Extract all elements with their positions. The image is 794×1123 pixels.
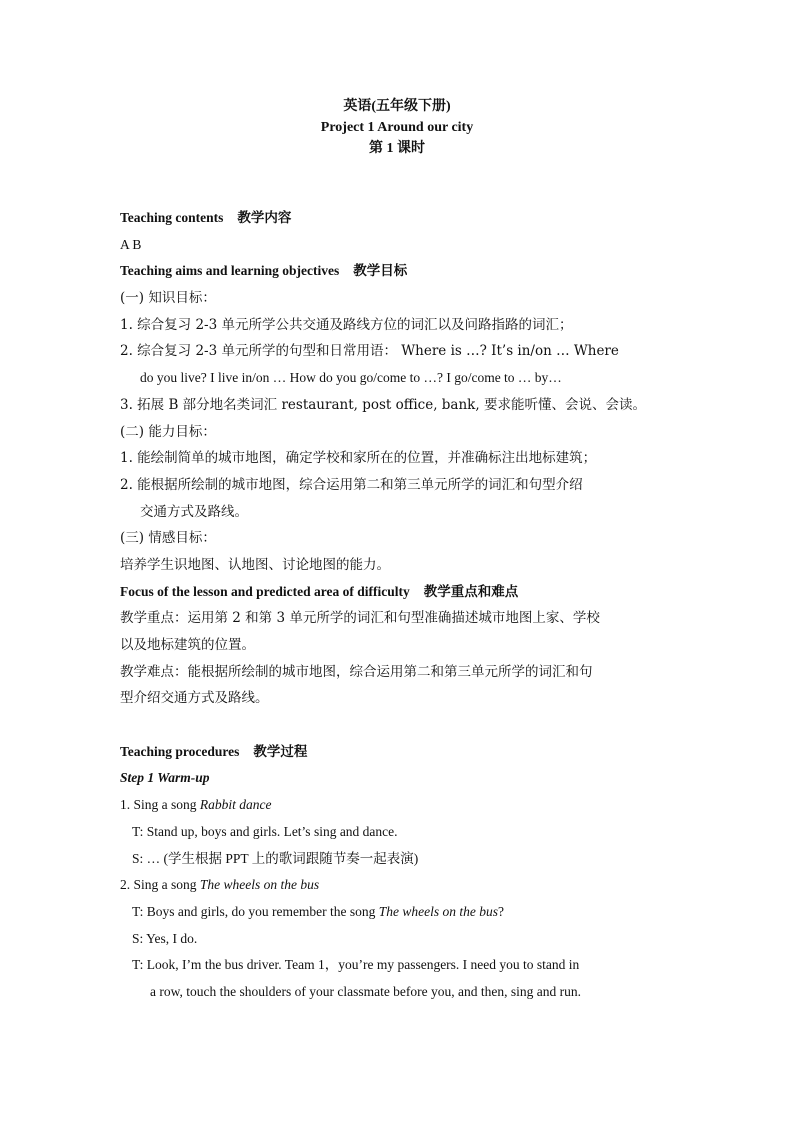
- procedures-heading-en: Teaching procedures: [120, 743, 240, 759]
- aims-heading: [120, 258, 680, 285]
- ability-title: (二) 能力目标：: [120, 423, 216, 440]
- focus-key-point: 教学重点：运用第 2 和第 3 单元所学的词汇和句型准确描述城市地图上家、学校: [120, 610, 600, 627]
- procedure-item-1-students: S: … (学生根据 PPT 上的歌词跟随节奏一起表演): [132, 850, 419, 866]
- focus-difficulty: 教学难点：能根据所绘制的城市地图，综合运用第二和第三单元所学的词汇和句: [120, 663, 593, 680]
- procedures-heading: [120, 739, 680, 766]
- procedure-item-1-prefix: 1. Sing a song: [120, 797, 200, 813]
- ability-item-2-cont: 交通方式及路线。: [140, 503, 248, 520]
- procedure-item-1-song: Rabbit dance: [199, 797, 272, 813]
- knowledge-title: (一) 知识目标：: [120, 290, 216, 307]
- procedure-item-2-teacher-2-cont: a row, touch the shoulders of your classmate before you, and then, sing and run.: [150, 983, 582, 999]
- procedure-item-2-teacher-prefix: T: Boys and girls, do you remember the song: [132, 903, 379, 919]
- lesson-title: 第 1 课时: [369, 141, 425, 156]
- contents-heading-en: Teaching contents: [120, 210, 224, 225]
- focus-heading: [120, 579, 680, 606]
- knowledge-item-2: 2. 综合复习 2-3 单元所学的句型和日常用语： Where is …? It’s in/on … Where: [120, 343, 619, 360]
- procedure-item-2-prefix: 2. Sing a song: [120, 877, 200, 893]
- contents-value: A B: [120, 236, 142, 252]
- procedure-item-2-students: S: Yes, I do.: [132, 930, 198, 946]
- procedure-item-2-song: The wheels on the bus: [199, 877, 320, 893]
- knowledge-item-1: 1. 综合复习 2-3 单元所学公共交通及路线方位的词汇以及问路指路的词汇；: [120, 316, 573, 333]
- procedure-item-2-teacher-song: The wheels on the bus: [378, 903, 499, 919]
- title-block: [0, 96, 794, 159]
- knowledge-item-2-cont: do you live? I live in/on … How do you go/come to …? I go/come to … by…: [140, 370, 562, 386]
- spacer: [120, 712, 680, 739]
- procedure-item-2-teacher-suffix: ?: [498, 903, 505, 919]
- procedure-item-2-teacher: [120, 899, 680, 926]
- step-1-heading: Step 1 Warm-up: [120, 770, 210, 786]
- emotion-title: (三) 情感目标：: [120, 530, 216, 547]
- knowledge-item-3: 3. 拓展 B 部分地名类词汇 restaurant, post office, bank, 要求能听懂、会说、会读。: [120, 396, 646, 413]
- procedure-item-1-teacher: T: Stand up, boys and girls. Let’s sing and dance.: [132, 823, 398, 839]
- procedure-item-2: [120, 872, 680, 899]
- focus-heading-cn: 教学重点和难点: [423, 583, 519, 600]
- focus-key-point-cont: 以及地标建筑的位置。: [120, 637, 255, 653]
- project-title: Project 1 Around our city: [320, 120, 474, 135]
- procedure-item-2-teacher-2: T: Look, I’m the bus driver. Team 1，you’re my passengers. I need you to stand in: [132, 957, 580, 973]
- ability-item-2: 2. 能根据所绘制的城市地图，综合运用第二和第三单元所学的词汇和句型介绍: [120, 476, 583, 493]
- contents-heading-cn: 教学内容: [237, 210, 292, 226]
- emotion-item-1: 培养学生识地图、认地图、讨论地图的能力。: [120, 556, 390, 573]
- document-body: [120, 205, 680, 1006]
- focus-difficulty-cont: 型介绍交通方式及路线。: [120, 690, 269, 707]
- contents-heading: [120, 205, 680, 232]
- aims-heading-cn: 教学目标: [353, 263, 408, 280]
- procedure-item-1: [120, 792, 680, 819]
- focus-heading-en: Focus of the lesson and predicted area of difficulty: [120, 583, 410, 599]
- aims-heading-en: Teaching aims and learning objectives: [120, 263, 340, 279]
- procedures-heading-cn: 教学过程: [253, 743, 308, 760]
- subject-title: 英语(五年级下册): [343, 99, 451, 114]
- ability-item-1: 1. 能绘制简单的城市地图，确定学校和家所在的位置，并准确标注出地标建筑；: [120, 450, 597, 467]
